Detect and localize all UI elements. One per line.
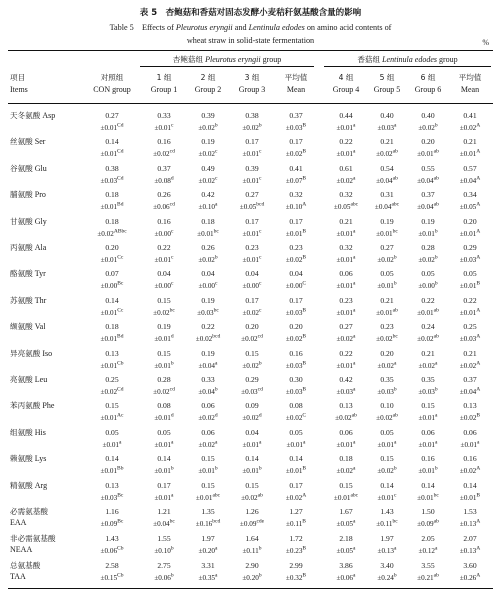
row-label: 丝氨酸 Ser (10, 137, 46, 147)
table-row (0, 295, 501, 323)
table-cell: 0.14 $\pm 0.01^B$ (459, 480, 481, 502)
table-cell: 1.72 $\pm 0.23^B$ (285, 534, 307, 555)
table-cell: 0.35 ±0.03$^b$ (418, 375, 438, 396)
table-row (0, 348, 501, 376)
row-label: 甘氨酸 Gly (10, 216, 47, 226)
table-cell: 0.22 ±0.02$^{bcd}$ (195, 322, 221, 344)
row-label: 谷氨酸 Glu (10, 163, 47, 173)
table-cell: 0.21 $\pm 0.01^A$ (459, 137, 481, 159)
table-row (0, 163, 501, 191)
table-cell: 0.15 ±0.02$^b$ (242, 348, 262, 370)
table-cell: 0.19 ±0.01$^{bc}$ (376, 216, 398, 238)
table-row (0, 110, 501, 138)
table-cell: 0.15 $\pm 0.01^{Ac}$ (100, 401, 124, 423)
table-cell: 1.53 $\pm 0.13^A$ (459, 507, 481, 528)
table-cell: 0.04 $\pm 0.00^C$ (285, 269, 307, 291)
table-cell: 0.33 ±0.01$^c$ (154, 111, 174, 132)
table-cell: 0.37 $\pm 0.04^A$ (459, 375, 481, 396)
table-cell: 0.16 ±0.01$^b$ (418, 454, 438, 476)
table-cell: 0.16 $\pm 0.02^A$ (459, 454, 481, 476)
table-cell: 0.25 $\pm 0.02^{Cd}$ (100, 375, 124, 396)
table-cell: 0.21 ±0.01$^{ab}$ (376, 295, 398, 317)
table-cell: 0.13 $\pm 0.01^{Cb}$ (100, 348, 124, 370)
table-cell: 0.19 ±0.04$^a$ (198, 348, 218, 370)
table-cell: 0.39 ±0.02$^b$ (198, 111, 218, 132)
col-header-en: Group 6 (414, 85, 442, 94)
table-row (0, 533, 501, 561)
table-cell: 1.67 ±0.05$^a$ (336, 507, 356, 528)
row-label: 缬氨酸 Val (10, 322, 46, 332)
table-cell: 1.16 $\pm 0.09^{Bc}$ (100, 507, 124, 528)
table-cell: 2.05 ±0.12$^a$ (418, 534, 438, 555)
table-cell: 0.37 ±0.08$^d$ (154, 163, 174, 185)
table-cell: 0.05 $\pm 0.01^B$ (459, 269, 481, 291)
table-cell: 0.29 ±0.03$^{cd}$ (241, 375, 263, 396)
table-cell: 0.38 $\pm 0.03^{Cd}$ (100, 163, 124, 185)
table-row (0, 189, 501, 217)
table-cell: 0.15 ±0.01$^{abc}$ (195, 480, 221, 502)
table-cell: 0.20 ±0.02$^{cd}$ (241, 322, 263, 344)
table-row (0, 400, 501, 428)
table-cell: 0.09 ±0.02$^d$ (242, 401, 262, 423)
table-cell: 3.86 ±0.06$^a$ (336, 561, 356, 582)
col-header-zh: 3 组 (244, 73, 260, 82)
table-title-en: Table 5 Effects of Pleurotus eryngii and Lentinula edodes on amino acid contents of (109, 23, 392, 32)
table-cell: 2.90 ±0.20$^b$ (242, 561, 262, 582)
table-cell: 0.16 $\pm 0.03^B$ (285, 348, 307, 370)
table-cell: 0.06 ±0.01$^a$ (336, 427, 356, 449)
col-header-zh: 4 组 (338, 73, 354, 82)
table-cell: 2.75 ±0.06$^b$ (154, 561, 174, 582)
group2-title: 香菇组 Lentinula edodes group (357, 55, 458, 64)
row-label: 脯氨酸 Pro (10, 190, 46, 200)
col-header-en: Group 1 (150, 85, 178, 94)
table-row (0, 506, 501, 534)
table-cell: 0.32 ±0.05$^{abc}$ (333, 190, 359, 212)
group1-rule (140, 66, 314, 67)
table-cell: 0.16 ±0.02$^{cd}$ (153, 137, 175, 159)
table-cell: 0.20 ±0.01$^{ab}$ (417, 137, 439, 159)
table-cell: 0.17 $\pm 0.03^B$ (285, 295, 307, 317)
table-cell: 0.06 ±0.02$^a$ (198, 427, 218, 449)
table-cell: 0.28 ±0.02$^b$ (418, 243, 438, 264)
row-label: 天冬氨酸 Asp (10, 111, 56, 120)
table-cell: 3.60 $\pm 0.26^A$ (459, 561, 481, 582)
table-cell: 0.15 ±0.01$^{abc}$ (333, 480, 359, 502)
table-cell: 0.14 ±0.01$^{bc}$ (417, 480, 439, 502)
table-cell: 0.17 ±0.01$^a$ (154, 480, 174, 502)
table-cell: 0.26 ±0.02$^b$ (198, 243, 218, 264)
col-header-zh: 平均值 (284, 73, 308, 82)
col-header-en: Mean (460, 85, 480, 94)
table-cell: 0.34 $\pm 0.05^A$ (459, 190, 481, 212)
table-cell: 0.35 ±0.03$^b$ (377, 375, 397, 396)
table-cell: 0.19 ±0.01$^b$ (418, 216, 438, 238)
table-cell: 0.49 ±0.02$^c$ (198, 163, 218, 185)
header-item-zh: 项目 (10, 73, 26, 82)
table-cell: 0.26 ±0.06$^{cd}$ (153, 190, 175, 212)
table-cell: 0.04 ±0.00$^c$ (198, 269, 218, 291)
row-label-en: TAA (10, 572, 26, 581)
row-label: 必需氨基酸 (10, 507, 48, 516)
table-cell: 0.14 ±0.01$^b$ (154, 454, 174, 476)
table-cell: 0.07 $\pm 0.00^{Bc}$ (100, 269, 124, 291)
table-cell: 0.22 ±0.01$^c$ (154, 243, 174, 264)
table-cell: 2.99 $\pm 0.32^B$ (285, 561, 307, 582)
table-cell: 0.14 $\pm 0.01^B$ (285, 454, 307, 476)
table-cell: 0.27 ±0.02$^b$ (377, 243, 397, 264)
table-cell: 0.23 $\pm 0.02^B$ (285, 243, 307, 264)
table-cell: 0.13 $\pm 0.03^{Bc}$ (100, 480, 124, 502)
table-cell: 0.15 ±0.02$^{bc}$ (153, 295, 175, 317)
header-item-en: Items (10, 85, 28, 94)
table-cell: 0.17 $\pm 0.01^B$ (285, 216, 307, 238)
table-cell: 1.26 ±0.09$^{cde}$ (239, 507, 265, 528)
table-cell: 0.37 $\pm 0.03^B$ (285, 111, 307, 132)
table-cell: 1.64 ±0.11$^b$ (242, 534, 262, 555)
table-cell: 1.35 ±0.16$^{bcd}$ (195, 507, 221, 528)
table-cell: 0.15 ±0.01$^b$ (198, 454, 218, 476)
table-cell: 0.18 $\pm 0.02^{ABbc}$ (97, 216, 127, 238)
table-row (0, 374, 501, 402)
col-header-en: Group 5 (373, 85, 401, 94)
bottom-rule (8, 588, 493, 589)
table-cell: 0.29 $\pm 0.03^A$ (459, 243, 481, 264)
table-cell: 0.24 ±0.02$^{ab}$ (417, 322, 439, 344)
unit-label: % (482, 38, 489, 47)
table-cell: 0.18 ±0.02$^a$ (336, 454, 356, 476)
table-cell: 0.42 ±0.03$^a$ (336, 375, 356, 396)
top-rule (8, 50, 493, 51)
row-label: 组氨酸 His (10, 427, 46, 437)
table-cell: 0.21 ±0.02$^{ab}$ (376, 137, 398, 159)
col-header-en: Group 4 (332, 85, 360, 94)
table-cell: 0.39 ±0.01$^c$ (242, 163, 262, 185)
col-header-zh: 5 组 (379, 73, 395, 82)
col-header-en: Group 3 (238, 85, 266, 94)
table-cell: 1.50 ±0.09$^{ab}$ (417, 507, 439, 528)
table-cell: 0.25 $\pm 0.03^A$ (459, 322, 481, 344)
table-cell: 0.17 $\pm 0.02^B$ (285, 137, 307, 159)
table-cell: 3.55 ±0.21$^{ab}$ (417, 561, 439, 582)
table-cell: 0.41 $\pm 0.02^A$ (459, 111, 481, 132)
table-cell: 0.31 ±0.04$^{abc}$ (374, 190, 400, 212)
table-cell: 2.18 ±0.05$^a$ (336, 534, 356, 555)
table-cell: 0.19 ±0.02$^c$ (198, 137, 218, 159)
table-cell: 0.42 ±0.10$^a$ (198, 190, 218, 212)
table-title-zh: 表 5 杏鲍菇和香菇对固态发酵小麦秸秆氨基酸含量的影响 (139, 8, 362, 18)
table-cell: 3.31 ±0.35$^a$ (198, 561, 218, 582)
table-cell: 0.17 ±0.01$^c$ (242, 137, 262, 159)
table-cell: 0.06 ±0.01$^a$ (336, 269, 356, 291)
table-cell: 0.14 ±0.01$^b$ (242, 454, 262, 476)
table-cell: 0.14 $\pm 0.01^{Cc}$ (100, 295, 124, 317)
table-title-en-line2: wheat straw in solid-state fermentation (186, 36, 315, 45)
table-cell: 0.27 ±0.05$^{bcd}$ (239, 190, 265, 212)
table-cell: 0.19 ±0.03$^{bc}$ (197, 295, 219, 317)
table-cell: 0.15 ±0.01$^b$ (154, 348, 174, 370)
table-cell: 0.22 ±0.01$^a$ (336, 348, 356, 370)
table-cell: 0.22 ±0.01$^{ab}$ (417, 295, 439, 317)
table-cell: 0.15 ±0.02$^b$ (377, 454, 397, 476)
table-cell: 0.17 $\pm 0.02^A$ (285, 480, 307, 502)
group1-title: 杏鲍菇组 Pleurotus eryngii group (172, 55, 282, 64)
row-label: 非必需氨基酸 (10, 534, 56, 543)
table-cell: 0.06 ±0.01$^a$ (418, 427, 438, 449)
col-header-zh: 1 组 (156, 73, 172, 82)
table-row (0, 216, 501, 244)
table-cell: 0.19 ±0.01$^d$ (154, 322, 174, 344)
table-cell: 1.55 ±0.10$^b$ (154, 534, 174, 555)
table-cell: 3.40 ±0.24$^b$ (377, 561, 397, 582)
table-cell: 0.55 ±0.04$^{ab}$ (417, 163, 439, 185)
table-cell: 2.07 $\pm 0.13^A$ (459, 534, 481, 555)
group2-rule (324, 66, 491, 67)
table-cell: 0.20 $\pm 0.01^{Cc}$ (100, 243, 124, 264)
table-cell: 0.17 ±0.01$^c$ (242, 216, 262, 238)
table-row (0, 427, 501, 455)
row-label-en: EAA (10, 518, 27, 527)
table-cell: 0.23 ±0.02$^{bc}$ (376, 322, 398, 344)
table-cell: 0.16 ±0.00$^c$ (154, 216, 174, 238)
table-cell: 0.08 $\pm 0.02^C$ (285, 401, 307, 423)
table-cell: 0.05 ±0.01$^b$ (377, 269, 397, 291)
table-cell: 0.21 $\pm 0.02^A$ (459, 348, 481, 370)
table-cell: 0.04 ±0.00$^c$ (154, 269, 174, 291)
table-cell: 0.10 ±0.02$^{ab}$ (376, 401, 398, 423)
row-label: 苯丙氨酸 Phe (10, 401, 55, 411)
table-cell: 0.20 ±0.02$^a$ (377, 348, 397, 370)
table-cell: 0.13 ±0.02$^{ab}$ (335, 401, 357, 423)
table-cell: 0.38 ±0.02$^b$ (242, 111, 262, 132)
table-cell: 0.21 ±0.02$^a$ (418, 348, 438, 370)
table-cell: 0.20 $\pm 0.02^B$ (285, 322, 307, 344)
table-cell: 1.27 $\pm 0.11^B$ (286, 507, 306, 528)
table-cell: 0.44 ±0.01$^a$ (336, 111, 356, 132)
table-cell: 0.06 ±0.02$^d$ (198, 401, 218, 423)
table-cell: 0.05 ±0.01$^a$ (286, 427, 306, 449)
col-header-en: Mean (286, 85, 306, 94)
table-cell: 0.37 ±0.04$^{ab}$ (417, 190, 439, 212)
table-cell: 0.20 $\pm 0.01^A$ (459, 216, 481, 238)
table-cell: 1.21 ±0.04$^{bc}$ (153, 507, 175, 528)
table-row (0, 321, 501, 349)
row-label: 酪氨酸 Tyr (10, 269, 46, 279)
row-label: 亮氨酸 Leu (10, 375, 48, 384)
table-cell: 0.61 ±0.02$^a$ (336, 163, 356, 185)
table-cell: 0.21 ±0.01$^a$ (336, 216, 356, 238)
table-cell: 0.54 ±0.04$^{ab}$ (376, 163, 398, 185)
table-cell: 0.23 ±0.01$^a$ (336, 295, 356, 317)
table-cell: 0.14 $\pm 0.01^{Bb}$ (100, 454, 124, 476)
row-label: 丙氨酸 Ala (10, 243, 47, 252)
table-row (0, 560, 501, 588)
table-row (0, 136, 501, 164)
table-cell: 0.28 ±0.02$^{cd}$ (153, 375, 175, 396)
table-cell: 1.97 ±0.20$^a$ (198, 534, 218, 555)
col-header-zh: 6 组 (420, 73, 436, 82)
table-cell: 0.04 ±0.01$^a$ (242, 427, 262, 449)
table-cell: 0.05 ±0.01$^a$ (102, 427, 122, 449)
table-row (0, 268, 501, 296)
table-cell: 0.41 $\pm 0.07^B$ (285, 163, 307, 185)
row-label: 苏氨酸 Thr (10, 295, 47, 305)
table-cell: 0.05 ±0.01$^a$ (377, 427, 397, 449)
table-cell: 0.13 $\pm 0.02^B$ (459, 401, 481, 423)
table-cell: 1.97 ±0.13$^a$ (377, 534, 397, 555)
row-label: 总氨基酸 (10, 561, 41, 570)
table-cell: 0.04 ±0.00$^c$ (242, 269, 262, 291)
table-cell: 2.58 $\pm 0.15^{Cb}$ (100, 561, 124, 582)
table-cell: 0.08 ±0.01$^d$ (154, 401, 174, 423)
header-rule (8, 103, 493, 104)
table-row (0, 480, 501, 508)
table-cell: 0.27 $\pm 0.01^{Cd}$ (100, 111, 124, 132)
row-label-en: NEAA (10, 545, 33, 554)
table-cell: 0.22 ±0.01$^a$ (336, 137, 356, 159)
header-ctrl-en: CON group (93, 85, 131, 94)
table-cell: 0.18 ±0.01$^{bc}$ (197, 216, 219, 238)
table-cell: 0.15 ±0.01$^a$ (418, 401, 438, 423)
table-cell: 0.23 ±0.01$^c$ (242, 243, 262, 264)
col-header-en: Group 2 (194, 85, 222, 94)
table-cell: 0.30 $\pm 0.03^B$ (285, 375, 307, 396)
table-cell: 0.14 ±0.01$^c$ (377, 480, 397, 502)
table-cell: 0.32 $\pm 0.10^A$ (285, 190, 307, 212)
table-cell: 0.40 ±0.03$^a$ (377, 111, 397, 132)
table-cell: 0.05 ±0.00$^b$ (418, 269, 438, 291)
table-cell: 0.18 $\pm 0.01^{Bd}$ (100, 322, 124, 344)
table-cell: 0.06 ±0.01$^a$ (460, 427, 480, 449)
table-cell: 1.43 $\pm 0.06^{Cb}$ (100, 534, 124, 555)
table-cell: 0.05 ±0.01$^a$ (154, 427, 174, 449)
row-label: 赖氨酸 Lys (10, 454, 47, 464)
table-row (0, 242, 501, 270)
table-cell: 0.57 $\pm 0.04^A$ (459, 163, 481, 185)
table-cell: 0.33 ±0.04$^b$ (198, 375, 218, 396)
col-header-zh: 2 组 (200, 73, 216, 82)
row-label: 异亮氨酸 Iso (10, 348, 53, 358)
table-cell: 0.22 $\pm 0.01^A$ (459, 295, 481, 317)
col-header-zh: 平均值 (458, 73, 482, 82)
table-cell: 0.15 ±0.02$^{ab}$ (241, 480, 263, 502)
table-cell: 0.17 ±0.02$^c$ (242, 295, 262, 317)
header-ctrl-zh: 对照组 (100, 73, 124, 82)
row-label: 精氨酸 Arg (10, 480, 48, 490)
table-cell: 0.14 $\pm 0.01^{Cd}$ (100, 137, 124, 159)
table-cell: 0.32 ±0.01$^a$ (336, 243, 356, 264)
table-cell: 0.40 ±0.02$^b$ (418, 111, 438, 132)
table-cell: 0.27 ±0.02$^a$ (336, 322, 356, 344)
table-cell: 1.43 ±0.11$^{bc}$ (376, 507, 398, 528)
table-cell: 0.18 $\pm 0.01^{Bd}$ (100, 190, 124, 212)
table-row (0, 453, 501, 481)
